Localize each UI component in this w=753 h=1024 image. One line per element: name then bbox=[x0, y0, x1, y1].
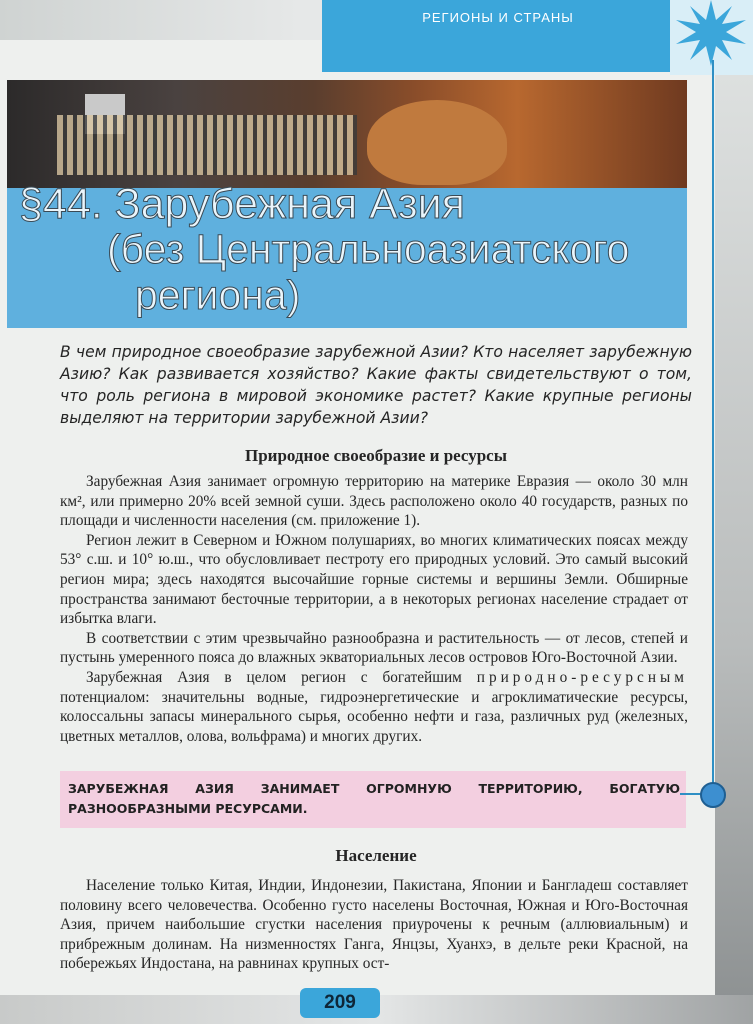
header-photo bbox=[7, 80, 687, 188]
paragraph: В соответствии с этим чрезвычайно разнообразна и растительность — от лесов, степей и пустынь умеренного пояса до влажных экваториальных лесов островов Юго-Восточной Азии. bbox=[60, 629, 688, 667]
spaced-term: природно-ресурсным bbox=[476, 668, 688, 686]
photo-building bbox=[57, 115, 357, 175]
photo-buddha-face bbox=[367, 100, 507, 185]
star-icon bbox=[672, 0, 750, 66]
paragraph: Население только Китая, Индии, Индонезии, Пакистана, Японии и Бангладеш составляет половину всего человечества. Особенно густо населены Восточная, Южная и Юго-Восточная Азия, причем наибольшие сгустки населения приурочены к речным (аллювиальным) и прибрежным долинам. На низменностях Ганга, Янцзы, Хуанхэ, в дельте реки Красной, на побережьях Индостана, на равнинах крупных ост- bbox=[60, 877, 688, 973]
margin-line bbox=[712, 60, 714, 795]
section-header-band bbox=[322, 0, 674, 72]
title-line-2: (без Центральноазиатского bbox=[107, 226, 630, 272]
marker-dot-icon bbox=[700, 782, 726, 808]
intro-questions: В чем природное своеобразие зарубежной Азии? Кто населяет зарубежную Азию? Как развивается хозяйство? Какие факты свидетельствуют о том, что роль региона в мировой экономике растет? Какие крупные регионы выделяют на территории зарубежной Азии? bbox=[60, 343, 692, 427]
paragraph: Регион лежит в Северном и Южном полушариях, во многих климатических поясах между 53° с.ш. и 10° ю.ш., что обусловливает пестроту его природных условий. Это самый высокий регион мира; здесь находятся высочайшие горные системы и вершины Земли. Обширные пространства занимают бесточные территории, а в некоторых регионах население страдает от избытка влаги. bbox=[60, 531, 688, 628]
marker-line bbox=[680, 793, 702, 795]
section-population-text bbox=[60, 876, 688, 974]
title-line-3: региона) bbox=[135, 272, 301, 318]
paragraph-part: Зарубежная Азия в целом регион с богатейшим bbox=[86, 668, 477, 686]
section-heading-population: Население bbox=[335, 846, 417, 865]
right-decor-strip bbox=[715, 75, 753, 1024]
section-heading-nature: Природное своеобразие и ресурсы bbox=[244, 446, 507, 465]
section-nature-text bbox=[60, 472, 688, 746]
page-number: 209 bbox=[300, 988, 380, 1018]
title-line-1: §44. Зарубежная Азия bbox=[19, 180, 465, 228]
paragraph: Зарубежная Азия занимает огромную территорию на материке Евразия — около 30 млн км², или примерно 20% всей земной суши. Здесь расположено около 40 государств, разных по площади и численности населения (см. приложение 1). bbox=[60, 473, 688, 530]
key-statement: ЗАРУБЕЖНАЯ АЗИЯ ЗАНИМАЕТ ОГРОМНУЮ ТЕРРИТОРИЮ, БОГАТУЮ РАЗНООБРАЗНЫМИ РЕСУРСАМИ. bbox=[68, 781, 680, 816]
paragraph-part: потенциалом: значительны водные, гидроэнергетические и агроклиматические ресурсы, колоссальны запасы минерального сырья, особенно нефти и газа, различных руд (железных, цветных металлов, олова, вольфрама) и многих других. bbox=[60, 688, 688, 745]
title-panel bbox=[7, 180, 687, 328]
key-statement-box bbox=[60, 771, 686, 828]
paragraph bbox=[60, 668, 688, 746]
section-label: РЕГИОНЫ И СТРАНЫ bbox=[422, 10, 574, 25]
